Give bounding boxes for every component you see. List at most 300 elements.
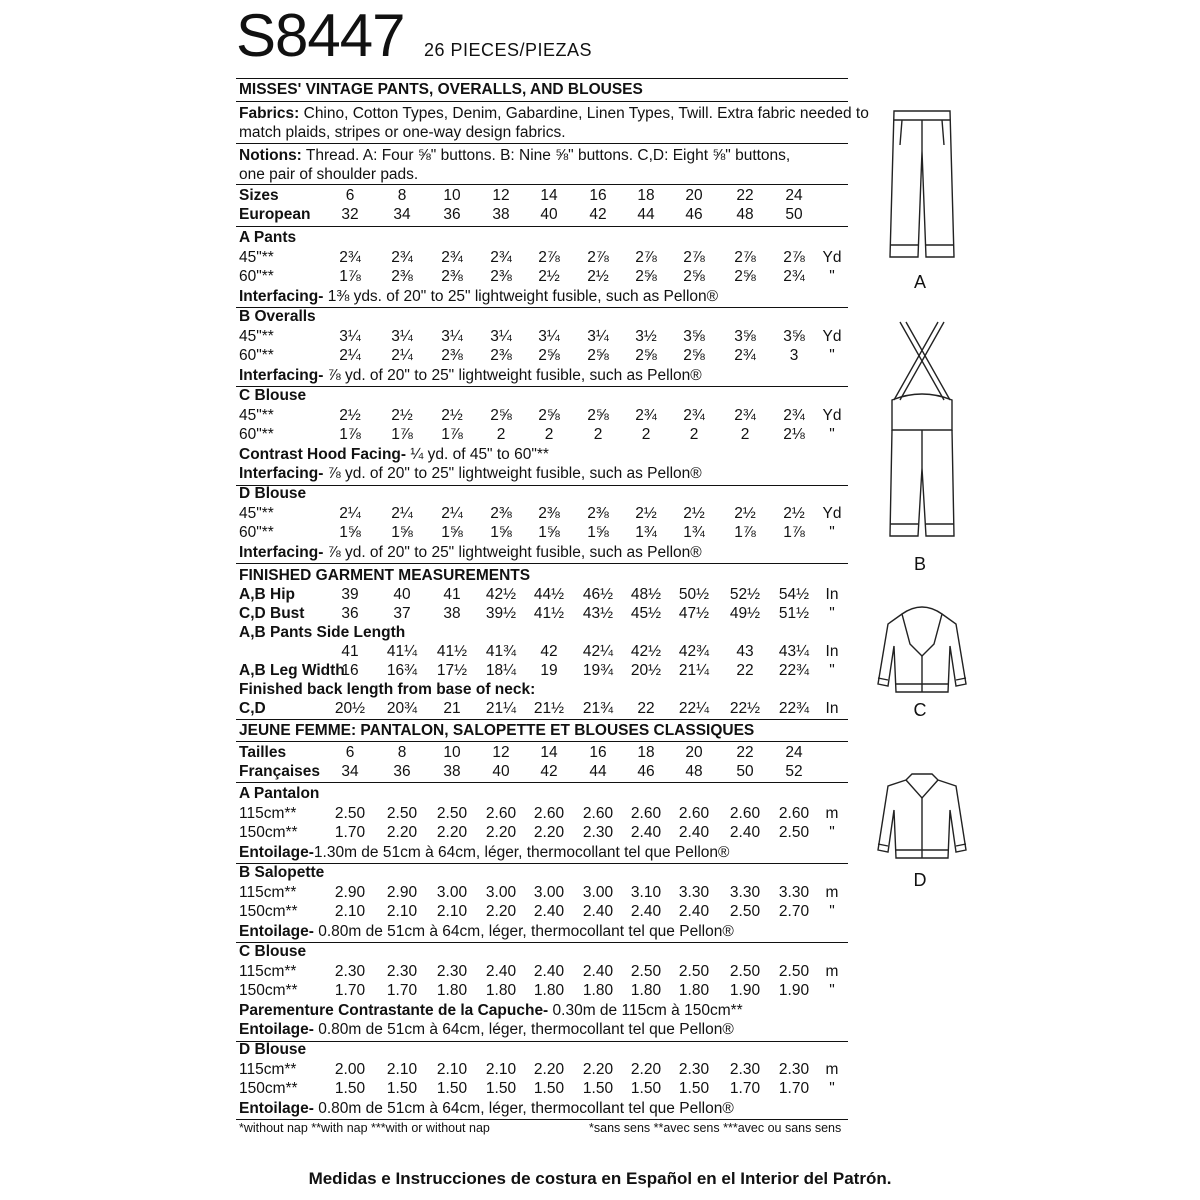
table-cell: 20¾ bbox=[386, 700, 418, 717]
table-cell: 1.70 bbox=[729, 1080, 761, 1097]
table-cell: 2½ bbox=[587, 268, 609, 285]
table-cell: 2⅝ bbox=[490, 406, 512, 424]
table-cell: 21¼ bbox=[485, 700, 517, 717]
table-cell: 1⅞ bbox=[441, 426, 463, 443]
row-label: C,D bbox=[239, 700, 266, 717]
figure-label-b: B bbox=[913, 554, 927, 574]
table-cell: 1.70 bbox=[334, 982, 366, 999]
table-cell: 45½ bbox=[630, 605, 662, 622]
rule bbox=[236, 184, 848, 185]
size-cell: 46 bbox=[685, 206, 703, 223]
table-cell: 2.60 bbox=[678, 804, 710, 822]
row-label: A,B Leg Width bbox=[239, 662, 345, 679]
table-cell: 1.50 bbox=[678, 1080, 710, 1097]
table-cell: 1⅝ bbox=[538, 524, 560, 541]
table-cell: 2.20 bbox=[386, 824, 418, 841]
note-label: Interfacing- bbox=[239, 287, 324, 305]
table-cell: 43¼ bbox=[778, 643, 810, 660]
row-label: 150cm** bbox=[239, 1080, 298, 1097]
table-cell: 2 bbox=[544, 426, 554, 443]
measurements-title: FINISHED GARMENT MEASUREMENTS bbox=[239, 567, 531, 584]
table-cell: 21 bbox=[443, 700, 461, 717]
table-cell: 41¾ bbox=[485, 643, 517, 660]
size-cell: 20 bbox=[685, 744, 703, 761]
table-cell: 1.50 bbox=[630, 1080, 662, 1097]
unit-label: In bbox=[825, 586, 839, 603]
table-cell: 2.30 bbox=[386, 962, 418, 980]
row-label: A,B Hip bbox=[239, 586, 295, 603]
note-line bbox=[239, 366, 702, 385]
row-label: 60"** bbox=[239, 268, 274, 285]
unit-label: " bbox=[829, 524, 835, 541]
table-cell: 1.50 bbox=[582, 1080, 614, 1097]
table-cell: 2.90 bbox=[386, 883, 418, 901]
table-cell: 1.80 bbox=[630, 982, 662, 999]
table-cell: 16¾ bbox=[386, 662, 418, 679]
size-cell: 38 bbox=[492, 206, 510, 223]
table-cell: 39 bbox=[341, 586, 359, 603]
size-cell: 24 bbox=[785, 187, 803, 204]
notions-text: Thread. A: Four ⅝" buttons. B: Nine ⅝" buttons. C,D: Eight ⅝" buttons, bbox=[301, 147, 791, 164]
table-cell: 2⅜ bbox=[441, 268, 463, 285]
size-cell: 22 bbox=[736, 187, 754, 204]
note-line bbox=[239, 1099, 734, 1118]
unit-label: " bbox=[829, 426, 835, 443]
table-cell: 3.00 bbox=[485, 883, 517, 901]
table-cell: 2⅝ bbox=[734, 268, 756, 285]
rule bbox=[236, 942, 848, 943]
table-cell: 1¾ bbox=[683, 524, 705, 541]
size-cell: 32 bbox=[341, 206, 359, 223]
table-cell: 41½ bbox=[436, 643, 468, 660]
table-cell: 2.60 bbox=[485, 804, 517, 822]
size-cell: 8 bbox=[397, 744, 407, 761]
table-cell: 2⅜ bbox=[441, 347, 463, 364]
size-cell: 50 bbox=[736, 763, 754, 780]
table-cell: 2⅜ bbox=[490, 504, 512, 522]
size-cell: 36 bbox=[393, 763, 411, 780]
table-cell: 2¾ bbox=[734, 406, 756, 424]
size-cell: 16 bbox=[589, 744, 607, 761]
size-cell: 46 bbox=[637, 763, 655, 780]
note-text: ⅞ yd. of 20" to 25" lightweight fusible, such as Pellon® bbox=[323, 543, 702, 561]
table-cell: 1.80 bbox=[436, 982, 468, 999]
row-label: 60"** bbox=[239, 347, 274, 364]
row-label: 45"** bbox=[239, 504, 274, 522]
table-cell: 2½ bbox=[734, 504, 756, 522]
table-cell: 2.50 bbox=[630, 962, 662, 980]
table-cell: 1⅞ bbox=[783, 524, 805, 541]
table-cell: 2¼ bbox=[391, 504, 413, 522]
table-cell: 49½ bbox=[729, 605, 761, 622]
table-cell: 50½ bbox=[678, 586, 710, 603]
size-cell: 24 bbox=[785, 744, 803, 761]
figure-label-a: A bbox=[913, 272, 927, 292]
table-cell: 17½ bbox=[436, 662, 468, 679]
row-label: 150cm** bbox=[239, 903, 298, 920]
table-cell: 1⅞ bbox=[734, 524, 756, 541]
pants-illustration bbox=[882, 105, 962, 270]
table-cell: 2.50 bbox=[729, 903, 761, 920]
pattern-title: MISSES' VINTAGE PANTS, OVERALLS, AND BLOUSES bbox=[239, 81, 643, 98]
table-cell: 2¾ bbox=[339, 248, 361, 266]
size-cell: 18 bbox=[637, 744, 655, 761]
table-cell: 2.10 bbox=[386, 903, 418, 920]
row-label: A,B Pants Side Length bbox=[239, 624, 406, 641]
table-cell: 1.70 bbox=[778, 1080, 810, 1097]
rule bbox=[236, 1119, 848, 1120]
unit-label: m bbox=[825, 804, 839, 822]
unit-label: Yd bbox=[822, 327, 842, 345]
table-cell: 48½ bbox=[630, 586, 662, 603]
unit-label: " bbox=[829, 347, 835, 364]
row-label: 60"** bbox=[239, 524, 274, 541]
table-cell: 42¾ bbox=[678, 643, 710, 660]
note-text: ¼ yd. of 45" to 60"** bbox=[406, 445, 549, 463]
size-cell: 36 bbox=[443, 206, 461, 223]
size-cell: 48 bbox=[685, 763, 703, 780]
table-cell: 2½ bbox=[391, 406, 413, 424]
table-cell: 2¾ bbox=[490, 248, 512, 266]
note-line bbox=[239, 543, 702, 562]
table-cell: 21¾ bbox=[582, 700, 614, 717]
fabrics-text: Chino, Cotton Types, Denim, Gabardine, Linen Types, Twill. Extra fabric needed to bbox=[299, 105, 869, 122]
note-line bbox=[239, 922, 734, 941]
table-cell: 2.60 bbox=[533, 804, 565, 822]
size-cell: 38 bbox=[443, 763, 461, 780]
table-cell: 2⅝ bbox=[683, 268, 705, 285]
fabrics-line-1 bbox=[239, 104, 869, 123]
table-cell: 2.50 bbox=[436, 804, 468, 822]
table-cell: 19 bbox=[540, 662, 558, 679]
table-cell: 2.40 bbox=[533, 903, 565, 920]
note-label: Entoilage- bbox=[239, 1099, 314, 1117]
table-cell: 2¼ bbox=[441, 504, 463, 522]
table-cell: 2¾ bbox=[683, 406, 705, 424]
table-cell: 2½ bbox=[783, 504, 805, 522]
table-cell: 19¾ bbox=[582, 662, 614, 679]
size-cell: 8 bbox=[397, 187, 407, 204]
table-cell: 54½ bbox=[778, 586, 810, 603]
fabrics-line-2: match plaids, stripes or one-way design fabrics. bbox=[239, 124, 566, 141]
table-cell: 2⅝ bbox=[683, 347, 705, 364]
table-cell: 2.50 bbox=[729, 962, 761, 980]
table-cell: 3.00 bbox=[582, 883, 614, 901]
table-cell: 2⅜ bbox=[490, 347, 512, 364]
table-cell: 46½ bbox=[582, 586, 614, 603]
unit-label: " bbox=[829, 1080, 835, 1097]
table-cell: 3⅝ bbox=[683, 327, 705, 345]
note-label: Entoilage- bbox=[239, 843, 314, 861]
table-cell: 2.90 bbox=[334, 883, 366, 901]
table-cell: 1.50 bbox=[386, 1080, 418, 1097]
tailles-label: Tailles bbox=[239, 744, 287, 761]
note-line bbox=[239, 445, 549, 464]
table-cell: 2.60 bbox=[729, 804, 761, 822]
unit-label: " bbox=[829, 982, 835, 999]
table-cell: 22¼ bbox=[678, 700, 710, 717]
table-cell: 2⅜ bbox=[538, 504, 560, 522]
unit-label: " bbox=[829, 824, 835, 841]
overalls-illustration bbox=[882, 318, 962, 550]
pieces-count: 26 PIECES/PIEZAS bbox=[424, 40, 593, 60]
table-cell: 1.50 bbox=[436, 1080, 468, 1097]
rule bbox=[236, 741, 848, 742]
pattern-number: S8447 bbox=[236, 2, 405, 69]
table-cell: 1.80 bbox=[485, 982, 517, 999]
note-label: Contrast Hood Facing- bbox=[239, 445, 407, 463]
size-cell: 50 bbox=[785, 206, 803, 223]
table-cell: 3¼ bbox=[391, 327, 413, 345]
table-cell: 2.30 bbox=[778, 1060, 810, 1078]
table-cell: 2.40 bbox=[678, 903, 710, 920]
notions-line-1 bbox=[239, 146, 790, 165]
table-cell: 16 bbox=[341, 662, 359, 679]
table-cell: 2.20 bbox=[630, 1060, 662, 1078]
size-cell: 20 bbox=[685, 187, 703, 204]
rule bbox=[236, 143, 848, 144]
table-cell: 2.60 bbox=[630, 804, 662, 822]
table-cell: 2.20 bbox=[533, 824, 565, 841]
table-cell: 2.40 bbox=[630, 903, 662, 920]
table-cell: 2.30 bbox=[729, 1060, 761, 1078]
table-cell: 2.00 bbox=[334, 1060, 366, 1078]
table-cell: 3¼ bbox=[587, 327, 609, 345]
table-cell: 2.40 bbox=[533, 962, 565, 980]
note-text: ⅞ yd. of 20" to 25" lightweight fusible, such as Pellon® bbox=[323, 366, 702, 384]
unit-label: In bbox=[825, 700, 839, 717]
table-cell: 3.00 bbox=[436, 883, 468, 901]
table-cell: 36 bbox=[341, 605, 359, 622]
section-title: D Blouse bbox=[239, 1041, 307, 1058]
note-label: Entoilage- bbox=[239, 1021, 314, 1038]
table-cell: 41¼ bbox=[386, 643, 418, 660]
footnote-en: *without nap **with nap ***with or without nap bbox=[239, 1121, 490, 1135]
table-cell: 2.60 bbox=[582, 804, 614, 822]
table-cell: 2 bbox=[689, 426, 699, 443]
notions-label: Notions: bbox=[239, 147, 302, 164]
table-cell: 3.30 bbox=[678, 883, 710, 901]
table-cell: 3¼ bbox=[441, 327, 463, 345]
table-cell: 20½ bbox=[334, 700, 366, 717]
table-cell: 2.20 bbox=[485, 903, 517, 920]
table-cell: 42½ bbox=[630, 643, 662, 660]
note-text: 0.80m de 51cm à 64cm, léger, thermocollant tel que Pellon® bbox=[313, 1021, 734, 1038]
table-cell: 2¼ bbox=[391, 347, 413, 364]
table-cell: 1.80 bbox=[533, 982, 565, 999]
table-cell: 2.50 bbox=[678, 962, 710, 980]
table-cell: 3½ bbox=[635, 327, 657, 345]
table-cell: 3⅝ bbox=[734, 327, 756, 345]
rule bbox=[236, 1041, 848, 1042]
rule bbox=[236, 78, 848, 79]
table-cell: 2.50 bbox=[778, 824, 810, 841]
table-cell: 44½ bbox=[533, 586, 565, 603]
table-cell: 42½ bbox=[485, 586, 517, 603]
row-label: 115cm** bbox=[239, 804, 297, 822]
row-label: 45"** bbox=[239, 406, 274, 424]
unit-label: m bbox=[825, 1060, 839, 1078]
table-cell: 3⅝ bbox=[783, 327, 805, 345]
table-cell: 1⅞ bbox=[339, 426, 361, 443]
table-cell: 2.40 bbox=[582, 903, 614, 920]
rule bbox=[236, 782, 848, 783]
size-cell: 10 bbox=[443, 187, 461, 204]
row-label: 115cm** bbox=[239, 1060, 297, 1078]
note-text: ⅞ yd. of 20" to 25" lightweight fusible, such as Pellon® bbox=[323, 465, 702, 482]
sizes-label: Sizes bbox=[239, 187, 279, 204]
table-cell: 2.40 bbox=[729, 824, 761, 841]
table-cell: 2¼ bbox=[339, 504, 361, 522]
note-text: 0.80m de 51cm à 64cm, léger, thermocollant tel que Pellon® bbox=[313, 1099, 734, 1117]
table-cell: 2⅜ bbox=[490, 268, 512, 285]
table-cell: 41 bbox=[443, 586, 461, 603]
table-cell: 1¾ bbox=[635, 524, 657, 541]
table-cell: 22 bbox=[637, 700, 655, 717]
section-title: D Blouse bbox=[239, 485, 307, 502]
size-cell: 52 bbox=[785, 763, 803, 780]
note-label: Interfacing- bbox=[239, 465, 324, 482]
table-cell: 39½ bbox=[485, 605, 517, 622]
table-cell: 2¾ bbox=[783, 268, 805, 285]
table-cell: 2.40 bbox=[678, 824, 710, 841]
row-label: 60"** bbox=[239, 426, 274, 443]
table-cell: 2.10 bbox=[334, 903, 366, 920]
rule bbox=[236, 307, 848, 308]
table-cell: 2.60 bbox=[778, 804, 810, 822]
table-cell: 2⅝ bbox=[587, 347, 609, 364]
table-cell: 2 bbox=[641, 426, 651, 443]
table-cell: 41 bbox=[341, 643, 359, 660]
table-cell: 3.30 bbox=[729, 883, 761, 901]
size-cell: 14 bbox=[540, 187, 558, 204]
section-title: B Overalls bbox=[239, 308, 316, 325]
note-text: 1⅜ yds. of 20" to 25" lightweight fusible, such as Pellon® bbox=[323, 287, 719, 305]
unit-label: Yd bbox=[822, 504, 842, 522]
table-cell: 2⅞ bbox=[783, 248, 805, 266]
note-line bbox=[239, 287, 718, 306]
spanish-note: Medidas e Instrucciones de costura en Español en el Interior del Patrón. bbox=[308, 1169, 892, 1188]
table-cell: 1.50 bbox=[334, 1080, 366, 1097]
table-cell: 3 bbox=[789, 347, 799, 364]
table-cell: 1.80 bbox=[678, 982, 710, 999]
size-cell: 42 bbox=[589, 206, 607, 223]
size-cell: 12 bbox=[492, 187, 510, 204]
note-label: Interfacing- bbox=[239, 543, 324, 561]
note-label: Parementure Contrastante de la Capuche- bbox=[239, 1001, 549, 1019]
size-cell: 48 bbox=[736, 206, 754, 223]
unit-label: " bbox=[829, 605, 835, 622]
row-label: 45"** bbox=[239, 248, 274, 266]
unit-label: In bbox=[825, 643, 839, 660]
table-cell: 42¼ bbox=[582, 643, 614, 660]
note-line bbox=[239, 843, 729, 862]
unit-label: " bbox=[829, 268, 835, 285]
table-cell: 2.50 bbox=[334, 804, 366, 822]
table-cell: 2⅝ bbox=[635, 268, 657, 285]
table-cell: 1⅞ bbox=[391, 426, 413, 443]
size-cell: 44 bbox=[589, 763, 607, 780]
table-cell: 2¾ bbox=[441, 248, 463, 266]
table-cell: 2⅞ bbox=[635, 248, 657, 266]
row-label: 150cm** bbox=[239, 982, 298, 999]
section-title: C Blouse bbox=[239, 387, 307, 404]
table-cell: 22½ bbox=[729, 700, 761, 717]
european-label: European bbox=[239, 206, 311, 223]
table-cell: 2.30 bbox=[334, 962, 366, 980]
table-cell: 2⅜ bbox=[587, 504, 609, 522]
note-label: Entoilage- bbox=[239, 922, 314, 940]
table-cell: 2.20 bbox=[436, 824, 468, 841]
table-cell: 2¾ bbox=[391, 248, 413, 266]
table-cell: 2.40 bbox=[485, 962, 517, 980]
section-title: C Blouse bbox=[239, 943, 307, 960]
table-cell: 2⅝ bbox=[538, 347, 560, 364]
table-cell: 2.40 bbox=[582, 962, 614, 980]
table-cell: 43 bbox=[736, 643, 754, 660]
table-cell: 1.90 bbox=[778, 982, 810, 999]
table-cell: 42 bbox=[540, 643, 558, 660]
size-cell: 18 bbox=[637, 187, 655, 204]
table-cell: 3.10 bbox=[630, 883, 662, 901]
section-title: A Pantalon bbox=[239, 785, 320, 802]
table-cell: 3.30 bbox=[778, 883, 810, 901]
note-label: Interfacing- bbox=[239, 366, 324, 384]
unit-label: Yd bbox=[822, 406, 842, 424]
table-cell: 18¼ bbox=[485, 662, 517, 679]
rule bbox=[236, 563, 848, 564]
size-cell: 10 bbox=[443, 744, 461, 761]
table-cell: 2 bbox=[496, 426, 506, 443]
table-cell: 22 bbox=[736, 662, 754, 679]
table-cell: 1.80 bbox=[582, 982, 614, 999]
table-cell: 2.30 bbox=[436, 962, 468, 980]
table-cell: 1.90 bbox=[729, 982, 761, 999]
table-cell: 2¼ bbox=[339, 347, 361, 364]
french-title: JEUNE FEMME: PANTALON, SALOPETTE ET BLOUSES CLASSIQUES bbox=[239, 722, 755, 739]
table-cell: 1.70 bbox=[386, 982, 418, 999]
size-cell: 14 bbox=[540, 744, 558, 761]
size-cell: 40 bbox=[540, 206, 558, 223]
section-title: A Pants bbox=[239, 229, 297, 246]
row-label: C,D Bust bbox=[239, 605, 305, 622]
table-cell: 1⅝ bbox=[441, 524, 463, 541]
unit-label: " bbox=[829, 903, 835, 920]
table-cell: 1.70 bbox=[334, 824, 366, 841]
table-cell: 41½ bbox=[533, 605, 565, 622]
note-line bbox=[239, 1020, 734, 1039]
table-cell: 20½ bbox=[630, 662, 662, 679]
table-cell: 2.10 bbox=[386, 1060, 418, 1078]
table-cell: 2.30 bbox=[582, 824, 614, 841]
table-cell: 1.50 bbox=[533, 1080, 565, 1097]
table-cell: 2½ bbox=[538, 268, 560, 285]
note-text: 0.80m de 51cm à 64cm, léger, thermocollant tel que Pellon® bbox=[313, 922, 734, 940]
table-cell: 2.40 bbox=[630, 824, 662, 841]
size-cell: 34 bbox=[393, 206, 411, 223]
note-text: 1.30m de 51cm à 64cm, léger, thermocollant tel que Pellon® bbox=[313, 843, 730, 861]
table-cell: 2⅛ bbox=[783, 426, 805, 443]
table-cell: 2⅝ bbox=[635, 347, 657, 364]
table-cell: 2⅞ bbox=[734, 248, 756, 266]
table-cell: 2⅝ bbox=[587, 406, 609, 424]
table-cell: 2.70 bbox=[778, 903, 810, 920]
size-cell: 22 bbox=[736, 744, 754, 761]
fabrics-label: Fabrics: bbox=[239, 105, 300, 122]
row-label: 150cm** bbox=[239, 824, 298, 841]
table-cell: 2½ bbox=[635, 504, 657, 522]
size-cell: 6 bbox=[345, 744, 355, 761]
